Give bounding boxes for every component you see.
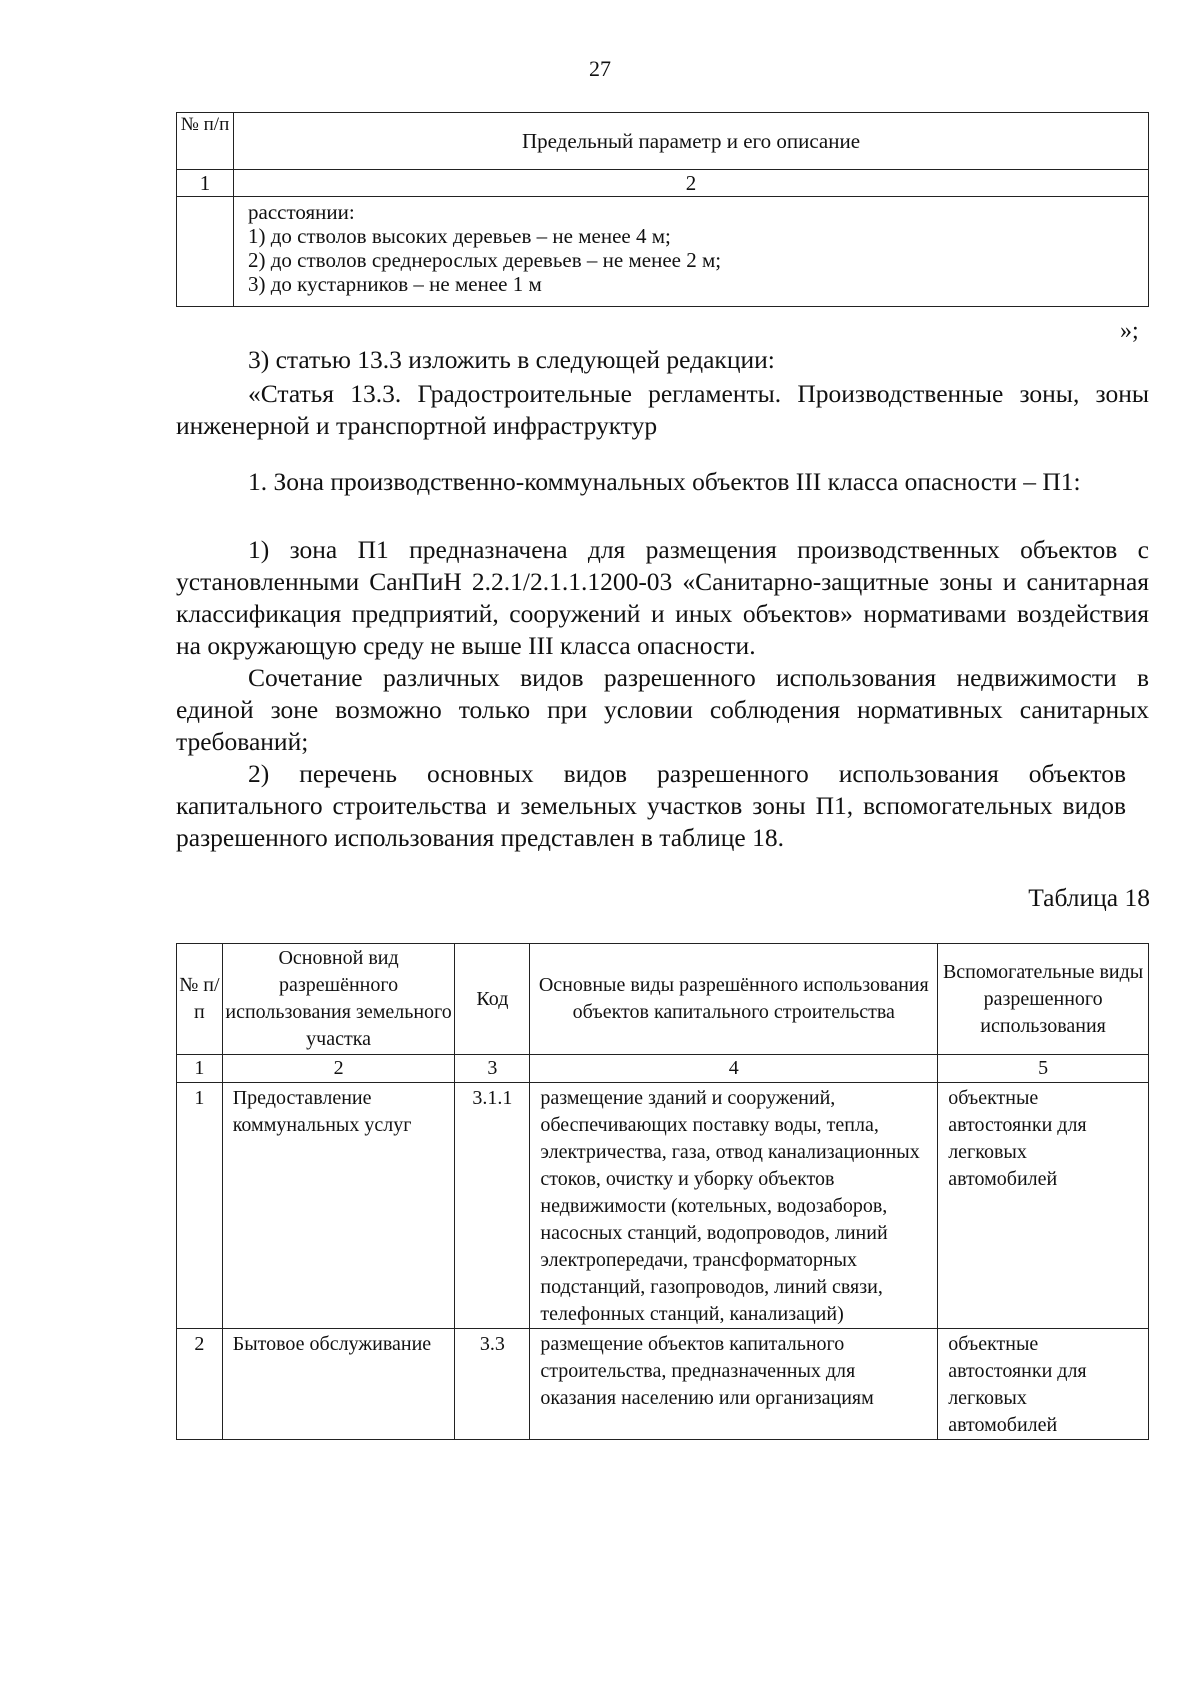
row-description — [234, 197, 1149, 307]
table-18 — [176, 943, 1149, 1440]
header-description: Предельный параметр и его описание — [234, 113, 1149, 170]
row-code: 3.1.1 — [455, 1083, 530, 1329]
row-code: 3.3 — [455, 1329, 530, 1440]
row-num — [177, 197, 234, 307]
description-line: расстоянии: — [248, 200, 355, 224]
row-auxiliary-use: объектные автостоянки для легковых автомобилей — [938, 1329, 1149, 1440]
column-index-row — [177, 170, 1149, 197]
paragraph-combination: Сочетание различных видов разрешенного использования недвижимости в единой зоне возможно только при условии соблюдения нормативных санитарных требований; — [176, 663, 1149, 756]
table-row — [177, 1329, 1149, 1440]
header-capital-use: Основные виды разрешённого использования объектов капитального строительства — [530, 944, 938, 1055]
paragraph-article-title: «Статья 13.3. Градостроительные регламенты. Производственные зоны, зоны инженерной и транспортной инфраструктур — [176, 379, 1149, 440]
paragraph-zone: 1. Зона производственно-коммунальных объектов III класса опасности – П1: — [248, 467, 1081, 496]
table-row — [177, 1083, 1149, 1329]
paragraph-1: 1) зона П1 предназначена для размещения производственных объектов с установленными СанПиН 2.2.1/2.1.1.1200-03 «Санитарно-защитные зоны и санитарная классификация предприятий, сооружений и иных объектов» нормативами воздействия на окружающую среду не выше III класса опасности. — [176, 535, 1149, 660]
column-index-row — [177, 1055, 1149, 1083]
header-auxiliary-use: Вспомогательные виды разрешенного использования — [938, 944, 1149, 1055]
column-index: 3 — [455, 1055, 530, 1083]
description-line: 3) до кустарников – не менее 1 м — [248, 272, 542, 296]
paragraph-2: 2) перечень основных видов разрешенного использования объектов капитального строительства и земельных участков зоны П1, вспомогательных видов разрешенного использования представлен в таблице 18. — [176, 759, 1126, 852]
table-caption: Таблица 18 — [1028, 883, 1150, 912]
page-number: 27 — [589, 56, 611, 81]
column-index: 1 — [177, 1055, 223, 1083]
row-capital-use: размещение объектов капитального строительства, предназначенных для оказания населению или организациям — [530, 1329, 938, 1440]
row-main-use: Предоставление коммунальных услуг — [222, 1083, 455, 1329]
column-index: 1 — [177, 170, 234, 197]
column-index: 2 — [234, 170, 1149, 197]
column-index: 5 — [938, 1055, 1149, 1083]
row-capital-use: размещение зданий и сооружений, обеспечивающих поставку воды, тепла, электричества, газа, отвод канализационных стоков, очистку и уборку объектов недвижимости (котельных, водозаборов, насосных станций, водопроводов, линий электропередачи, трансформаторных подстанций, газопроводов, линий связи, телефонных станций, канализаций) — [530, 1083, 938, 1329]
table-row — [177, 197, 1149, 307]
row-num: 1 — [177, 1083, 223, 1329]
header-main-use: Основной вид разрешённого использования земельного участка — [222, 944, 455, 1055]
paragraph-edit: 3) статью 13.3 изложить в следующей редакции: — [248, 345, 775, 374]
column-index: 2 — [222, 1055, 455, 1083]
column-index: 4 — [530, 1055, 938, 1083]
row-num: 2 — [177, 1329, 223, 1440]
header-code: Код — [455, 944, 530, 1055]
table-header-row — [177, 944, 1149, 1055]
parameter-table — [176, 112, 1149, 307]
header-num: № п/п — [177, 113, 234, 170]
closing-quote: »; — [1120, 318, 1139, 344]
row-main-use: Бытовое обслуживание — [222, 1329, 455, 1440]
header-num: № п/п — [177, 944, 223, 1055]
table-header-row — [177, 113, 1149, 170]
row-auxiliary-use: объектные автостоянки для легковых автомобилей — [938, 1083, 1149, 1329]
description-line: 2) до стволов среднерослых деревьев – не менее 2 м; — [248, 248, 722, 272]
description-line: 1) до стволов высоких деревьев – не менее 4 м; — [248, 224, 671, 248]
